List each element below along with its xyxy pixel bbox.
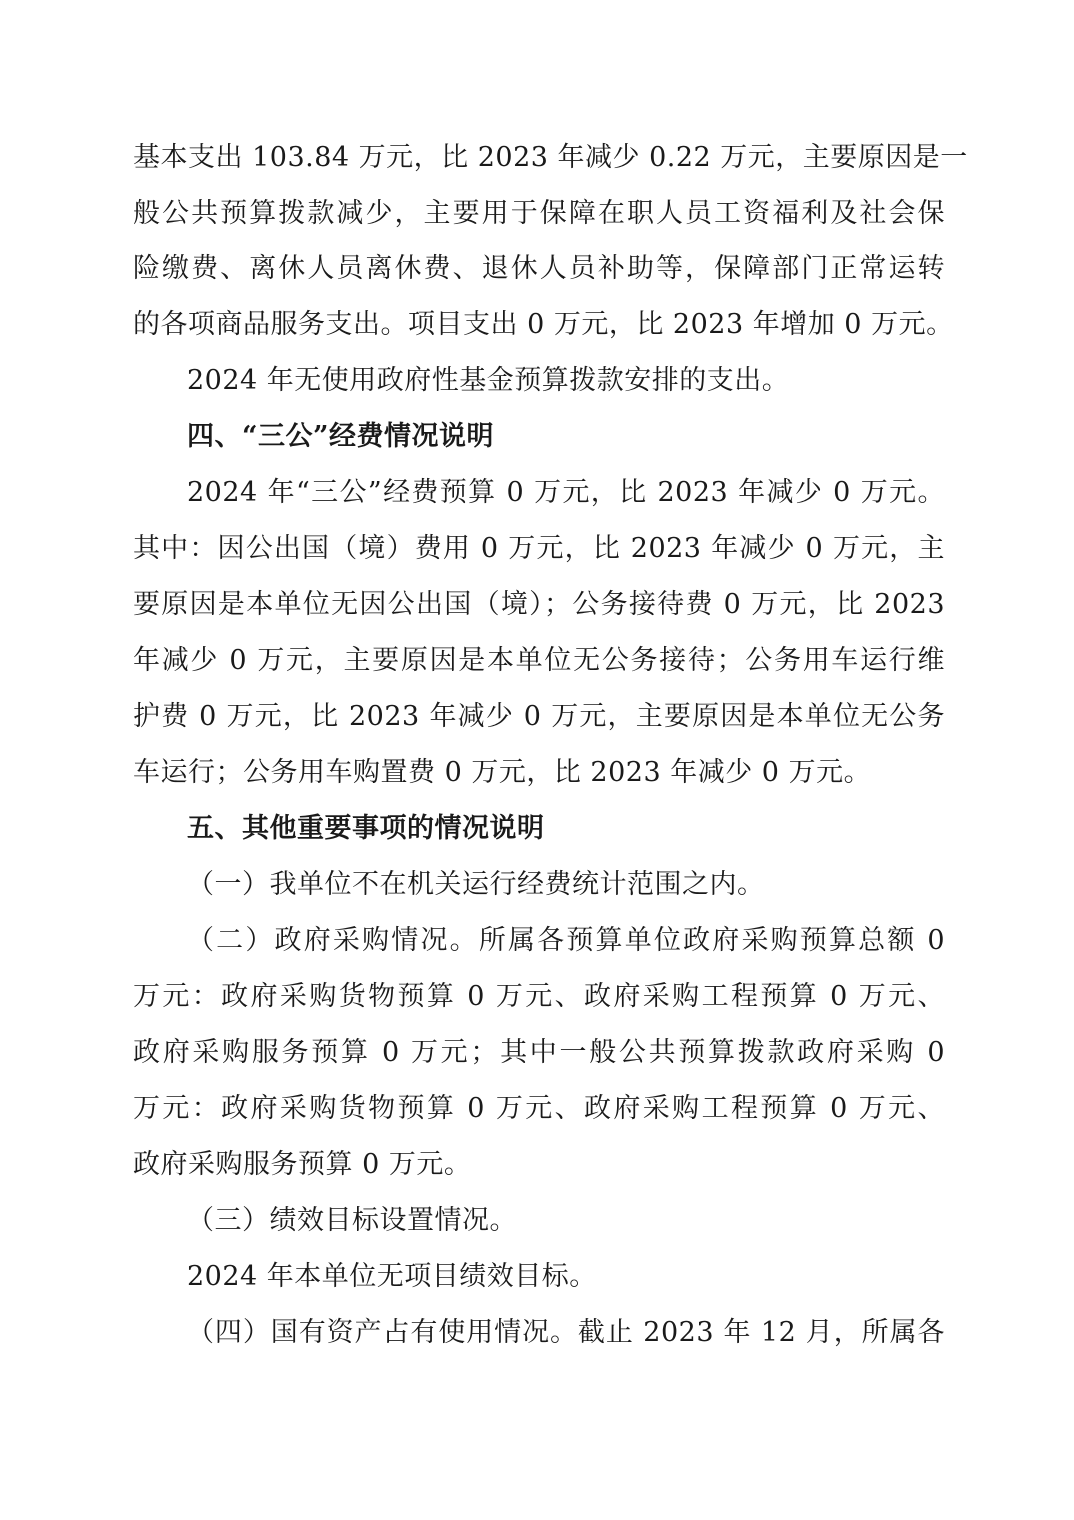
text-line: 万元：政府采购货物预算 0 万元、政府采购工程预算 0 万元、	[133, 1093, 945, 1124]
text-line: 的各项商品服务支出。项目支出 0 万元，比 2023 年增加 0 万元。	[133, 309, 954, 340]
text-line: （一）我单位不在机关运行经费统计范围之内。	[187, 869, 765, 900]
text-line: 护费 0 万元，比 2023 年减少 0 万元，主要原因是本单位无公务	[133, 701, 945, 732]
text-line: 险缴费、离休人员离休费、退休人员补助等，保障部门正常运转	[133, 253, 945, 284]
text-line: 政府采购服务预算 0 万元。	[133, 1149, 472, 1180]
text-line: （三）绩效目标设置情况。	[187, 1205, 517, 1236]
text-line: （二）政府采购情况。所属各预算单位政府采购预算总额 0	[187, 925, 945, 956]
text-line: 2024 年无使用政府性基金预算拨款安排的支出。	[187, 365, 790, 396]
section-heading: 五、其他重要事项的情况说明	[187, 813, 545, 844]
text-line: 般公共预算拨款减少，主要用于保障在职人员工资福利及社会保	[133, 198, 945, 229]
text-line: 要原因是本单位无因公出国（境）；公务接待费 0 万元，比 2023	[133, 589, 945, 620]
text-line: 车运行；公务用车购置费 0 万元，比 2023 年减少 0 万元。	[133, 757, 872, 788]
text-line: 万元：政府采购货物预算 0 万元、政府采购工程预算 0 万元、	[133, 981, 945, 1012]
text-line: 年减少 0 万元，主要原因是本单位无公务接待；公务用车运行维	[133, 645, 945, 676]
text-line: 2024 年“三公”经费预算 0 万元，比 2023 年减少 0 万元。	[187, 477, 945, 508]
text-line: 政府采购服务预算 0 万元；其中一般公共预算拨款政府采购 0	[133, 1037, 945, 1068]
text-line: 基本支出 103.84 万元，比 2023 年减少 0.22 万元，主要原因是一	[133, 142, 968, 173]
section-heading: 四、“三公”经费情况说明	[187, 421, 495, 452]
text-line: （四）国有资产占有使用情况。截止 2023 年 12 月，所属各	[187, 1317, 945, 1348]
text-line: 其中：因公出国（境）费用 0 万元，比 2023 年减少 0 万元，主	[133, 533, 945, 564]
text-line: 2024 年本单位无项目绩效目标。	[187, 1261, 597, 1292]
